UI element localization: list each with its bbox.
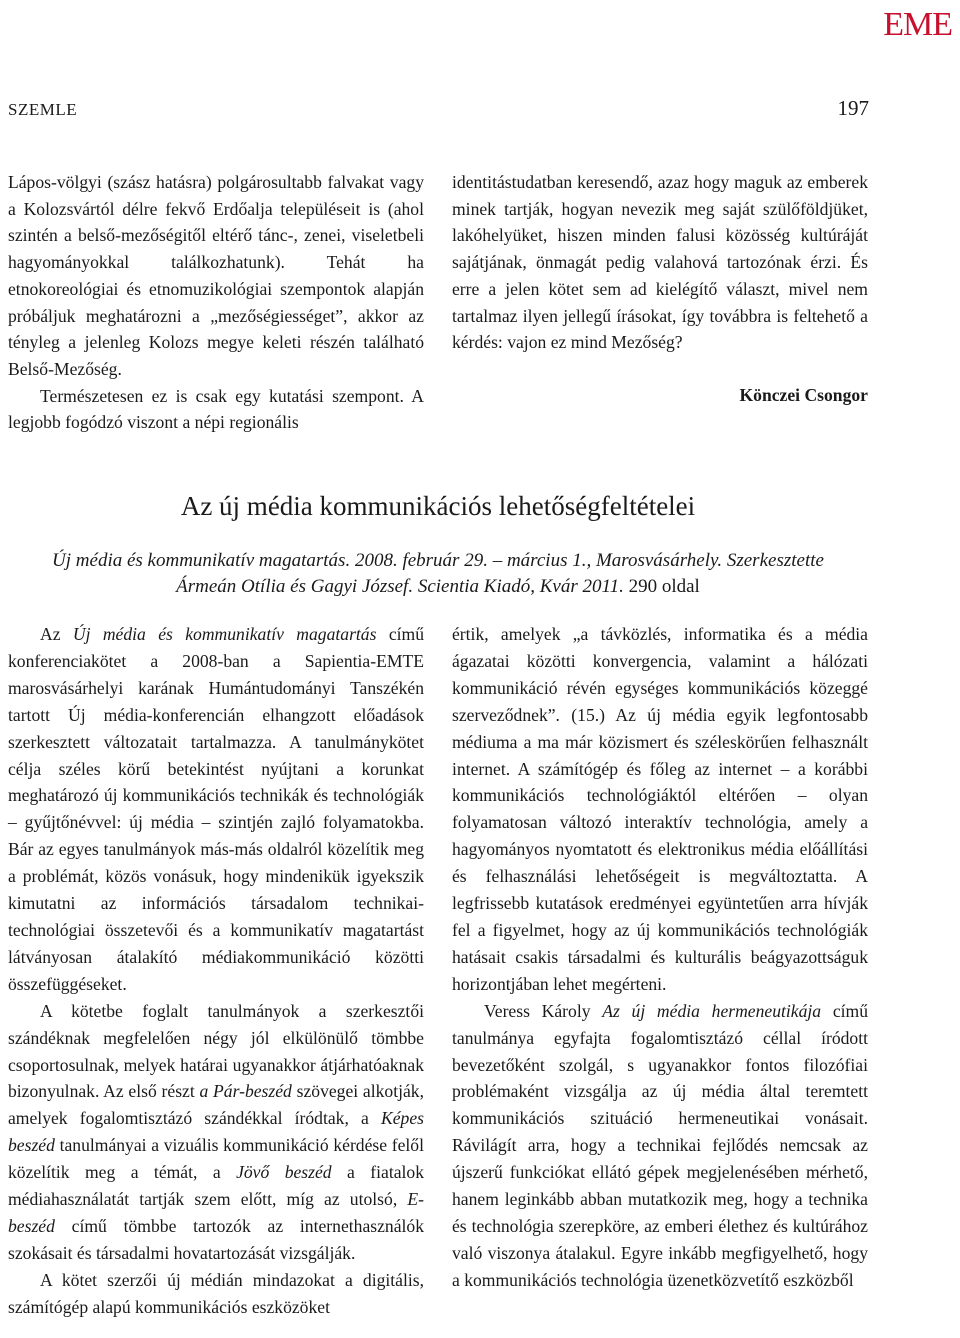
- prev-article-right-column: [452, 169, 868, 409]
- review-paragraph-3: A kötet szerzői új médián mindazokat a digitális, számítógép alapú kommunikációs eszközöket: [8, 1269, 424, 1317]
- biblio-pages: 290 oldal: [628, 576, 700, 597]
- prev-paragraph-1: Lápos-völgyi (szász hatásra) polgárosultabb falvakat vagy a Kolozsvártól délre fekvő Erdőalja településeit is (ahol szintén a belső-mezőségitől eltérő tánc-, zenei, viseletbeli hagyományokkal találkozhatunk). Tehát ha etnokoreológiai és etnomuzikológiai szempontok alapján próbáljuk meghatározni a „mezőségiességet”, akkor az tényleg a jelenleg Kolozs megye keleti részén található Belső-Mezőség.: [8, 172, 424, 379]
- section-name-2: Képes beszéd: [8, 1108, 424, 1156]
- biblio-line-2: Ármeán Otília és Gagyi József. Scientia Kiadó, Kvár 2011.: [176, 576, 624, 597]
- biblio-line-1: Új média és kommunikatív magatartás. 2008. február 29. – március 1., Marosvásárhely. Szerkesztette: [52, 550, 824, 571]
- review-paragraph-2: A kötetbe foglalt tanulmányok a szerkesztői szándéknak megfelelően négy jól elkülönülő tömbbe csoportosulnak, melyek határai ugyanakkor átjárhatóaknak bizonyulnak. Az első részt a Pár-beszéd szövegei alkotják, amelyek fogalomtisztázó szándékkal íródtak, a Képes beszéd tanulmányai a vizuális kommunikáció kérdése felől közelítik meg a témát, a Jövő beszéd a fiatalok médiahasználatát tartják szem előtt, míg az utolsó, E-beszéd című tömbbe tartozók az internethasználók szokásait és társadalmi hovatartozását vizsgálják.: [8, 1000, 424, 1263]
- bibliographic-info: [8, 548, 868, 600]
- review-left-column: [8, 621, 424, 1321]
- study-title: Az új média hermeneutikája: [602, 1000, 822, 1021]
- section-label: SZEMLE: [8, 100, 78, 119]
- review-paragraph-5: Veress Károly Az új média hermeneutikája című tanulmánya egyfajta fogalomtisztázó céllal íródott bevezetőként szolgál, s ugyanakkor fontos filozófiai problémaként vizsgálja az új média által teremtett kommunikációs szituáció hermeneutikai vonásait. Rávilágít arra, hogy a technikai fejlődés nemcsak az újszerű funkciókat ellátó gépek megjelenésében mérhető, hanem leginkább abban mutatkozik meg, hogy a technika és technológia szerepköre, az emberi élethez és kultúrához való viszonya átalakul. Egyre inkább megfigyelhető, hogy a kommunikációs technológia üzenetközvetítő eszközből: [452, 1000, 868, 1290]
- review-right-column: [452, 621, 868, 1294]
- author-signature: Könczei Csongor: [739, 384, 868, 405]
- section-name-1: a Pár-beszéd: [199, 1081, 292, 1102]
- review-title: Az új média kommunikációs lehetőségfeltételei: [180, 491, 696, 521]
- review-paragraph-4: értik, amelyek „a távközlés, informatika és a média ágazatai közötti konvergencia, valamint a hálózati kommunikáció révén egységes kommunikációs közeggé szerveződnek”. (15.) Az új média egyik legfontosabb médiuma a ma már közismert és széleskörűen felhasznált internet. A számítógép és főleg az internet – a korábbi kommunikációs technológiáktól eltérően – olyan folyamatosan változó interaktív technológia, amely a hagyományos nyomtatott és elektronikus média előállítási és felhasználási lehetőségeit is megváltoztatta. A legfrissebb kutatások eredményei együntetűen arra hívják fel a figyelmet, hogy az új kommunikációs technológiák hatásait csakis társadalmi és kulturális beágyazottságuk horizontjában lehet megérteni.: [452, 624, 868, 994]
- book-title: Új média és kommunikatív magatartás: [72, 624, 377, 644]
- section-name-4: E-beszéd: [8, 1189, 424, 1236]
- prev-paragraph-3: identitástudatban keresendő, azaz hogy maguk az emberek minek tartják, hogyan nevezik meg saját szülőföldjüket, lakóhelyüket, hiszen minden falusi közösség kultúráját sajátjának, önmagát pedig valahová tartozónak érzi. És erre a jelen kötet sem ad kielégítő választ, mivel nem tartalmaz ilyen jellegű írásokat, így továbbra is feltehető a kérdés: vajon ez mind Mezőség?: [452, 172, 868, 353]
- prev-article-left-column: [8, 169, 424, 436]
- journal-logo: EME: [883, 6, 952, 43]
- prev-paragraph-2: Természetesen ez is csak egy kutatási szempont. A legjobb fogódzó viszont a népi regionális: [8, 385, 424, 433]
- page-number: 197: [837, 96, 869, 120]
- section-name-3: Jövő beszéd: [236, 1162, 332, 1183]
- running-header: [8, 96, 869, 121]
- review-paragraph-1: Az Új média és kommunikatív magatartás című konferenciakötet a 2008-ban a Sapientia-EMTE marosvásárhelyi karának Humántudományi Tanszékén tartott Új média-konferencián elhangzott előadások szerkesztett változatait tartalmazza. A tanulmánykötet célja széles körű betekintést nyújtani a korunkat meghatározó új kommunikációs technikák és technológiák – gyűjtőnévvel: új média – szintjén zajló folyamatokba. Bár az egyes tanulmányok más-más oldalról közelítik meg a problémát, közös vonásuk, hogy mindenikük igyekszik kimutatni az információs társadalom technikai-technológiai összetevői és a kommunikatív magatartást látványosan átalakító médiakommunikáció közötti összefüggéseket.: [8, 624, 424, 994]
